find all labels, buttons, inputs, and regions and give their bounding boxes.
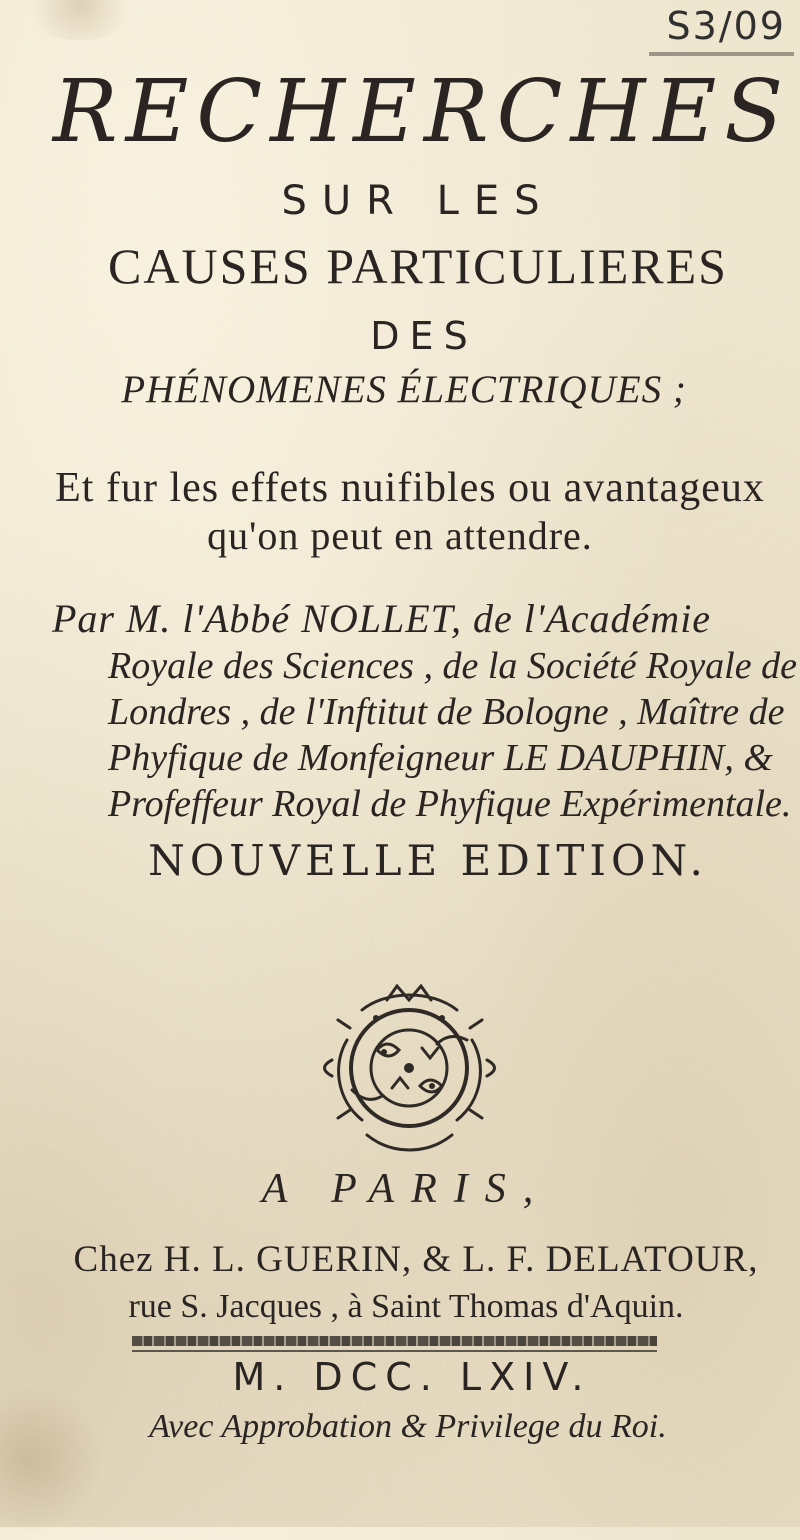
author-line-3: Londres , de l'Inftitut de Bologne , Maître de: [108, 691, 785, 733]
author-line-5: Profeffeur Royal de Phyfique Expérimentale.: [108, 783, 792, 825]
subtitle-des: DES: [370, 314, 478, 358]
paper-stain: [20, 0, 140, 40]
privilege-notice: Avec Approbation & Privilege du Roi.: [149, 1408, 667, 1445]
book-title: RECHERCHES: [52, 62, 792, 162]
subtitle-phenomenes: PHÉNOMENES ÉLECTRIQUES ;: [121, 368, 687, 411]
printers-ornament-icon: [292, 970, 527, 1165]
author-line-1: Par M. l'Abbé NOLLET, de l'Académie: [52, 596, 712, 641]
imprint-address: rue S. Jacques , à Saint Thomas d'Aquin.: [128, 1288, 684, 1325]
shelfmark-underline: [649, 52, 794, 56]
author-line-2: Royale des Sciences , de la Société Royale de: [108, 645, 797, 687]
effects-line-2: qu'on peut en attendre.: [207, 513, 593, 558]
decorative-rule: [132, 1336, 657, 1346]
decorative-rule-thin: [132, 1350, 657, 1352]
effects-line-1: Et fur les effets nuifibles ou avantageux: [55, 465, 765, 511]
publication-date: M. DCC. LXIV.: [232, 1355, 592, 1399]
shelfmark: S3/09: [666, 4, 786, 48]
imprint-publishers: Chez H. L. GUERIN, & L. F. DELATOUR,: [73, 1239, 759, 1280]
edition-notice: NOUVELLE EDITION.: [148, 836, 708, 885]
author-line-4: Phyfique de Monfeigneur LE DAUPHIN, &: [108, 737, 773, 779]
imprint-city: A PARIS,: [261, 1166, 551, 1212]
subtitle-sur-les: SUR LES: [281, 178, 555, 224]
paper-stain: [0, 1380, 100, 1540]
subtitle-causes: CAUSES PARTICULIERES: [108, 238, 728, 294]
